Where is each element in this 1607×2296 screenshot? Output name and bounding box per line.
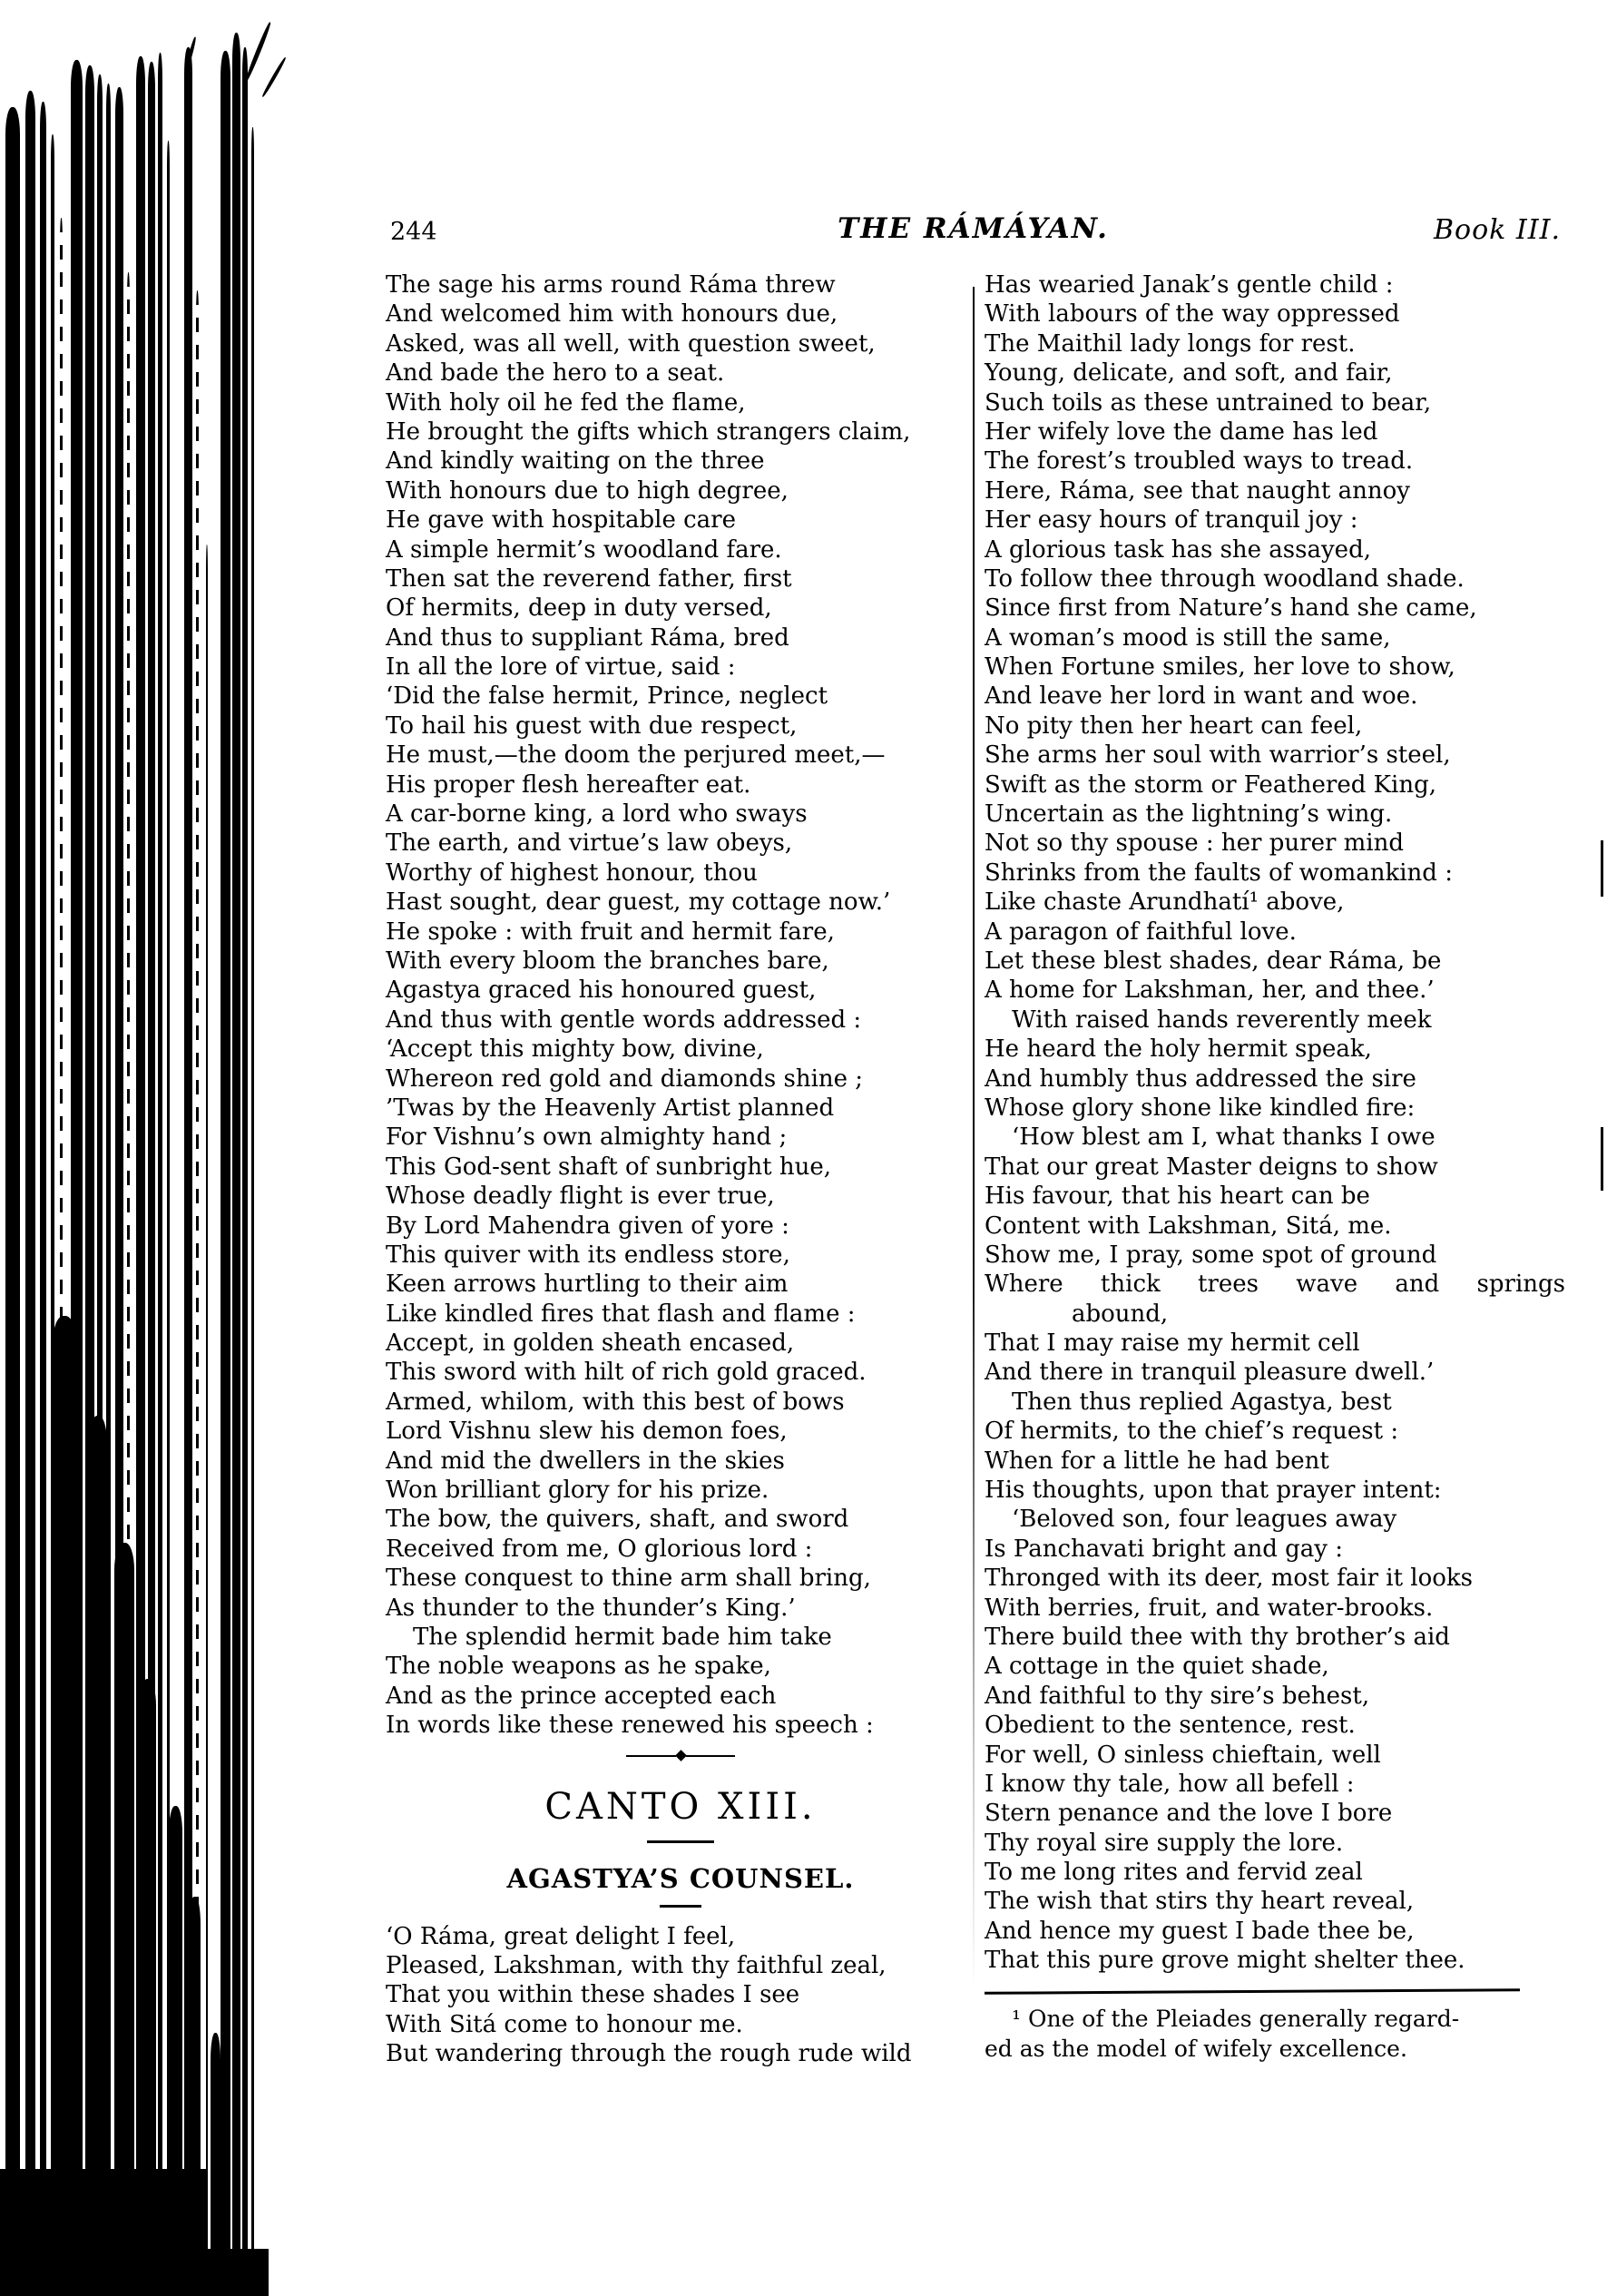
verse-line: Shrinks from the faults of womankind :	[985, 859, 1453, 887]
verse-line: The earth, and virtue’s law obeys,	[386, 829, 793, 858]
verse-line: That this pure grove might shelter thee.	[985, 1947, 1465, 1975]
verse-line: When for a little he had bent	[985, 1447, 1329, 1475]
page-header	[386, 212, 1561, 252]
verse-line: Stern penance and the love I bore	[985, 1800, 1393, 1828]
verse-line: Received from me, O glorious lord :	[386, 1535, 813, 1563]
verse-line: Is Panchavati bright and gay :	[985, 1535, 1343, 1563]
verse-line: Since first from Nature’s hand she came,	[985, 594, 1477, 623]
verse-line: To hail his guest with due respect,	[386, 711, 798, 740]
verse-line: ‘Beloved son, four leagues away	[1012, 1506, 1397, 1534]
verse-line: A woman’s mood is still the same,	[985, 623, 1391, 652]
verse-line: Here, Ráma, see that naught annoy	[985, 476, 1410, 505]
verse-line: This sword with hilt of rich gold graced.	[386, 1359, 867, 1387]
scan-edge-mark	[1601, 1127, 1603, 1191]
verse-line: And hence my guest I bade thee be,	[985, 1917, 1415, 1945]
verse-line: In all the lore of virtue, said :	[386, 653, 736, 682]
verse-line: With Sitá come to honour me.	[386, 2010, 743, 2038]
verse-line: ed as the model of wifely excellence.	[985, 2035, 1407, 2062]
verse-line: Pleased, Lakshman, with thy faithful zeal,	[386, 1951, 887, 1979]
verse-line: A simple hermit’s woodland fare.	[386, 535, 782, 564]
verse-line: Worthy of highest honour, thou	[386, 859, 758, 887]
verse-line: ‘O Ráma, great delight I feel,	[386, 1922, 736, 1950]
verse-line: His favour, that his heart can be	[985, 1182, 1370, 1211]
verse-line: He brought the gifts which strangers claim,	[386, 417, 911, 446]
verse-line: Then sat the reverend father, first	[386, 564, 792, 593]
verse-line: The bow, the quivers, shaft, and sword	[386, 1506, 849, 1534]
verse-line: The noble weapons as he spake,	[386, 1653, 771, 1681]
verse-line: There build thee with thy brother’s aid	[985, 1623, 1450, 1651]
verse-line: With berries, fruit, and water-brooks.	[985, 1594, 1434, 1622]
verse-line: And mid the dwellers in the skies	[386, 1447, 785, 1475]
verse-line: A car-borne king, a lord who sways	[386, 800, 808, 829]
verse-line: That our great Master deigns to show	[985, 1153, 1438, 1181]
canto-title: CANTO XIII.	[544, 1785, 817, 1828]
footnote	[985, 2004, 1565, 2064]
verse-line: Young, delicate, and soft, and fair,	[985, 359, 1393, 388]
verse-line: And there in tranquil pleasure dwell.’	[985, 1359, 1435, 1387]
verse-line: These conquest to thine arm shall bring,	[386, 1565, 871, 1593]
book-label: Book III.	[1434, 214, 1561, 246]
verse-block	[386, 270, 975, 1741]
verse-line: When Fortune smiles, her love to show,	[985, 653, 1455, 682]
verse-line: A glorious task has she assayed,	[985, 535, 1371, 564]
ornament-line	[686, 1755, 736, 1757]
verse-line: Whereon red gold and diamonds shine ;	[386, 1065, 864, 1093]
verse-line: I know thy tale, how all befell :	[985, 1770, 1355, 1798]
verse-line: With raised hands reverently meek	[1012, 1006, 1432, 1034]
verse-line: He gave with hospitable care	[386, 506, 736, 535]
verse-line: And bade the hero to a seat.	[386, 359, 725, 388]
verse-line: Where thick trees wave and springs	[985, 1271, 1565, 1299]
verse-line: His proper flesh hereafter eat.	[386, 770, 751, 799]
verse-line: Armed, whilom, with this best of bows	[386, 1388, 845, 1416]
verse-line: Like chaste Arundhatí¹ above,	[985, 888, 1345, 917]
verse-line: That you within these shades I see	[386, 1981, 800, 2009]
verse-line: Keen arrows hurtling to their aim	[386, 1271, 789, 1299]
verse-line: But wandering through the rough rude wild	[386, 2040, 912, 2068]
verse-line: He must,—the doom the perjured meet,—	[386, 741, 886, 770]
verse-line: Whose glory shone like kindled fire:	[985, 1094, 1416, 1122]
verse-line: And kindly waiting on the three	[386, 447, 765, 476]
verse-line: Has wearied Janak’s gentle child :	[985, 271, 1394, 299]
verse-line: Let these blest shades, dear Ráma, be	[985, 947, 1442, 975]
verse-line: He spoke : with fruit and hermit fare,	[386, 917, 835, 946]
verse-line: Agastya graced his honoured guest,	[386, 976, 817, 1005]
verse-line: And thus with gentle words addressed :	[386, 1006, 862, 1034]
section-divider-ornament	[626, 1750, 735, 1762]
right-column	[985, 270, 1565, 2064]
verse-line: And faithful to thy sire’s behest,	[985, 1682, 1370, 1710]
verse-line: A home for Lakshman, her, and thee.’	[985, 976, 1435, 1005]
verse-line: No pity then her heart can feel,	[985, 711, 1363, 740]
verse-line: Whose deadly flight is ever true,	[386, 1182, 775, 1211]
verse-line: Thy royal sire supply the lore.	[985, 1829, 1344, 1857]
verse-line: A cottage in the quiet shade,	[985, 1653, 1329, 1681]
verse-line: ‘How blest am I, what thanks I owe	[1012, 1123, 1436, 1152]
verse-line: The forest’s troubled ways to tread.	[985, 447, 1414, 476]
scan-binding-artifact	[0, 0, 290, 2296]
verse-line: With every bloom the branches bare,	[386, 947, 829, 975]
verse-line: abound,	[1072, 1300, 1169, 1328]
canto-subtitle: AGASTYA’S COUNSEL.	[506, 1862, 855, 1894]
verse-line: ‘Accept this mighty bow, divine,	[386, 1035, 764, 1064]
verse-line: Hast sought, dear guest, my cottage now.’	[386, 888, 891, 917]
verse-line: To follow thee through woodland shade.	[985, 564, 1465, 593]
verse-line: Swift as the storm or Feathered King,	[985, 770, 1437, 799]
verse-line: This quiver with its endless store,	[386, 1241, 790, 1269]
verse-line: The wish that stirs thy heart reveal,	[985, 1888, 1415, 1916]
verse-line: ¹ One of the Pleiades generally regard-	[1012, 2005, 1460, 2032]
verse-line: Such toils as these untrained to bear,	[985, 388, 1432, 417]
verse-line: For well, O sinless chieftain, well	[985, 1741, 1381, 1769]
verse-line: She arms her soul with warrior’s steel,	[985, 741, 1451, 770]
verse-line: As thunder to the thunder’s King.’	[386, 1594, 796, 1622]
verse-line: Content with Lakshman, Sitá, me.	[985, 1212, 1392, 1240]
verse-line: And leave her lord in want and woe.	[985, 682, 1418, 711]
verse-line: And humbly thus addressed the sire	[985, 1065, 1416, 1093]
verse-line: Won brilliant glory for his prize.	[386, 1477, 769, 1505]
canto-title-rule	[647, 1840, 714, 1843]
verse-line: Uncertain as the lightning’s wing.	[985, 800, 1393, 829]
verse-line: That I may raise my hermit cell	[985, 1330, 1360, 1358]
verse-line: To me long rites and fervid zeal	[985, 1859, 1363, 1887]
verse-block	[985, 270, 1565, 1976]
verse-line: With labours of the way oppressed	[985, 300, 1400, 329]
diamond-icon	[675, 1750, 687, 1761]
verse-line: The sage his arms round Ráma threw	[386, 271, 836, 299]
verse-block	[386, 1922, 975, 2069]
verse-line: Lord Vishnu slew his demon foes,	[386, 1418, 788, 1446]
verse-line: Show me, I pray, some spot of ground	[985, 1241, 1437, 1269]
verse-line: ‘Did the false hermit, Prince, neglect	[386, 682, 828, 711]
running-title: THE RÁMÁYAN.	[838, 212, 1109, 245]
verse-line: And as the prince accepted each	[386, 1682, 777, 1710]
verse-line: Her easy hours of tranquil joy :	[985, 506, 1358, 535]
verse-line: With honours due to high degree,	[386, 476, 789, 505]
page-number: 244	[390, 218, 437, 246]
ornament-line	[626, 1755, 676, 1757]
verse-line: The splendid hermit bade him take	[413, 1623, 832, 1651]
verse-line: By Lord Mahendra given of yore :	[386, 1212, 789, 1240]
verse-line: With holy oil he fed the flame,	[386, 388, 746, 417]
footnote-rule	[985, 1988, 1520, 1995]
verse-line: Her wifely love the dame has led	[985, 417, 1378, 446]
verse-line: Of hermits, to the chief’s request :	[985, 1418, 1399, 1446]
verse-line: And thus to suppliant Ráma, bred	[386, 623, 789, 652]
verse-line: Of hermits, deep in duty versed,	[386, 594, 772, 623]
verse-line: His thoughts, upon that prayer intent:	[985, 1477, 1442, 1505]
verse-line: He heard the holy hermit speak,	[985, 1035, 1372, 1064]
verse-line: Not so thy spouse : her purer mind	[985, 829, 1405, 858]
verse-line: In words like these renewed his speech :	[386, 1712, 874, 1740]
verse-line: This God-sent shaft of sunbright hue,	[386, 1153, 831, 1181]
verse-line: For Vishnu’s own almighty hand ;	[386, 1123, 788, 1152]
verse-line: Like kindled fires that flash and flame :	[386, 1300, 856, 1328]
verse-line: Obedient to the sentence, rest.	[985, 1712, 1356, 1740]
verse-line: And welcomed him with honours due,	[386, 300, 838, 329]
verse-line: Thronged with its deer, most fair it looks	[985, 1565, 1474, 1593]
verse-line: The Maithil lady longs for rest.	[985, 329, 1356, 358]
verse-line: Asked, was all well, with question sweet,	[386, 329, 876, 358]
column-divider-rule	[973, 287, 975, 1993]
canto-subtitle-rule	[660, 1905, 701, 1908]
verse-line: Accept, in golden sheath encased,	[386, 1330, 795, 1358]
scan-edge-mark	[1601, 840, 1603, 897]
left-column	[386, 270, 975, 2068]
verse-line: A paragon of faithful love.	[985, 917, 1297, 946]
verse-line: Then thus replied Agastya, best	[1012, 1388, 1392, 1416]
verse-line: ’Twas by the Heavenly Artist planned	[386, 1094, 835, 1122]
